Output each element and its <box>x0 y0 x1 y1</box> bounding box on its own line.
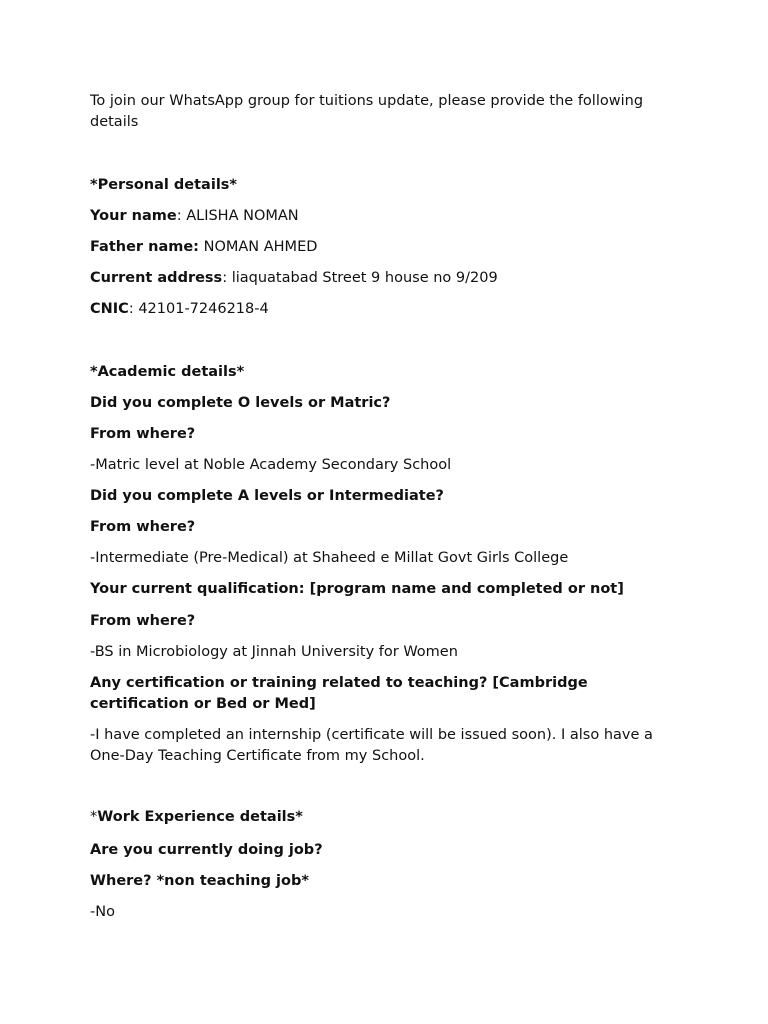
father-name-value: NOMAN AHMED <box>198 239 318 255</box>
cnic-row <box>90 299 690 320</box>
address-row <box>90 268 690 289</box>
certification-question: Any certification or training related to teaching? [Cambridge certification or Bed or Med] <box>90 675 588 712</box>
job-where-question: Where? *non teaching job* <box>90 873 309 889</box>
intermediate-where-question: From where? <box>90 519 196 535</box>
personal-details-heading: *Personal details* <box>90 177 237 193</box>
father-name-row <box>90 237 690 258</box>
matric-answer: -Matric level at Noble Academy Secondary School <box>90 457 452 473</box>
current-qualification-question: Your current qualification: [program name and completed or not] <box>90 581 624 597</box>
current-qualification-answer: -BS in Microbiology at Jinnah University for Women <box>90 644 458 660</box>
name-value: : ALISHA NOMAN <box>176 208 299 224</box>
job-question: Are you currently doing job? <box>90 842 323 858</box>
academic-details-heading: *Academic details* <box>90 364 245 380</box>
father-name-label: Father name: <box>90 239 199 255</box>
address-label: Current address <box>90 270 223 286</box>
name-label: Your name <box>90 208 177 224</box>
job-answer: -No <box>90 904 115 920</box>
intermediate-question: Did you complete A levels or Intermediate? <box>90 488 444 504</box>
certification-answer: -I have completed an internship (certificate will be issued soon). I also have a One-Day Teaching Certificate from my School. <box>90 727 653 764</box>
intro-text: To join our WhatsApp group for tuitions update, please provide the following details <box>90 93 644 130</box>
work-experience-heading: *Work Experience details* <box>90 809 303 825</box>
matric-question: Did you complete O levels or Matric? <box>90 395 391 411</box>
name-row <box>90 206 690 227</box>
cnic-label: CNIC <box>90 301 129 317</box>
current-qualification-where-question: From where? <box>90 613 196 629</box>
cnic-value: : 42101-7246218-4 <box>128 301 269 317</box>
matric-where-question: From where? <box>90 426 196 442</box>
intermediate-answer: -Intermediate (Pre-Medical) at Shaheed e Millat Govt Girls College <box>90 550 569 566</box>
address-value: : liaquatabad Street 9 house no 9/209 <box>222 270 498 286</box>
